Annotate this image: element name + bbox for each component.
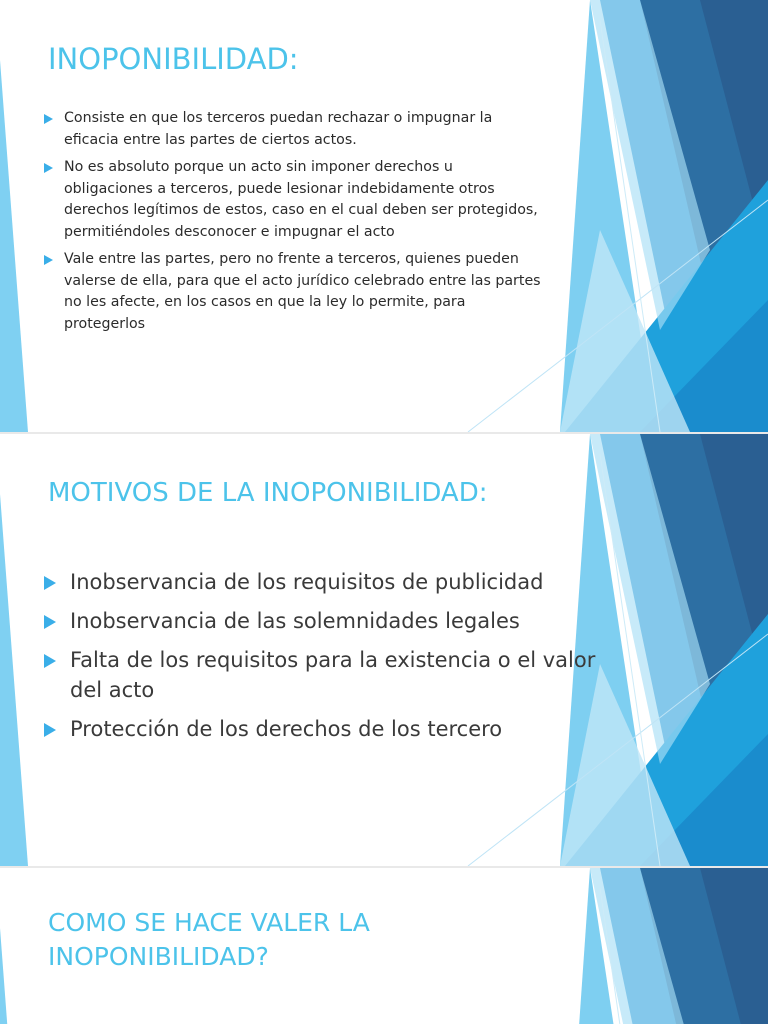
slide-inoponibilidad (0, 0, 768, 432)
bullet-text: Consiste en que los terceros puedan rechazar o impugnar la eficacia entre las partes de ciertos actos. (64, 110, 493, 148)
bullet-text: No es absoluto porque un acto sin imponer derechos u obligaciones a terceros, puede lesionar indebidamente otros derechos legítimos de estos, caso en el cual deben ser protegidos, permitiéndoles desconocer e impugnar el acto (64, 159, 538, 240)
list-item (44, 108, 544, 151)
bullet-arrow-icon (44, 163, 53, 173)
bullet-arrow-icon (44, 114, 53, 124)
slide-title: MOTIVOS DE LA INOPONIBILIDAD: (48, 478, 488, 508)
list-item (44, 249, 544, 335)
bullet-text: Protección de los derechos de los tercero (70, 717, 503, 741)
bullet-arrow-icon (44, 255, 53, 265)
list-item (44, 606, 604, 636)
slide-motivos (0, 434, 768, 866)
slide-title: INOPONIBILIDAD: (48, 42, 299, 76)
bullet-arrow-icon (44, 654, 56, 668)
bullet-list (44, 108, 544, 341)
bullet-arrow-icon (44, 576, 56, 590)
bullet-text: Inobservancia de los requisitos de publicidad (70, 570, 544, 594)
bullet-text: Vale entre las partes, pero no frente a terceros, quienes pueden valerse de ella, para que el acto jurídico celebrado entre las partes no les afecte, en los casos en que la ley lo permite, para protegerlos (64, 251, 541, 332)
bullet-arrow-icon (44, 615, 56, 629)
slide-title: COMO SE HACE VALER LA INOPONIBILIDAD? (48, 908, 370, 971)
list-item (44, 714, 604, 744)
slide-como-se-hace-valer (0, 868, 768, 1024)
bullet-text: Falta de los requisitos para la existencia o el valor del acto (70, 648, 596, 702)
list-item (44, 567, 604, 597)
bullet-arrow-icon (44, 723, 56, 737)
list-item (44, 157, 544, 243)
bullet-list (44, 567, 604, 753)
list-item (44, 645, 604, 705)
bullet-text: Inobservancia de las solemnidades legales (70, 609, 520, 633)
